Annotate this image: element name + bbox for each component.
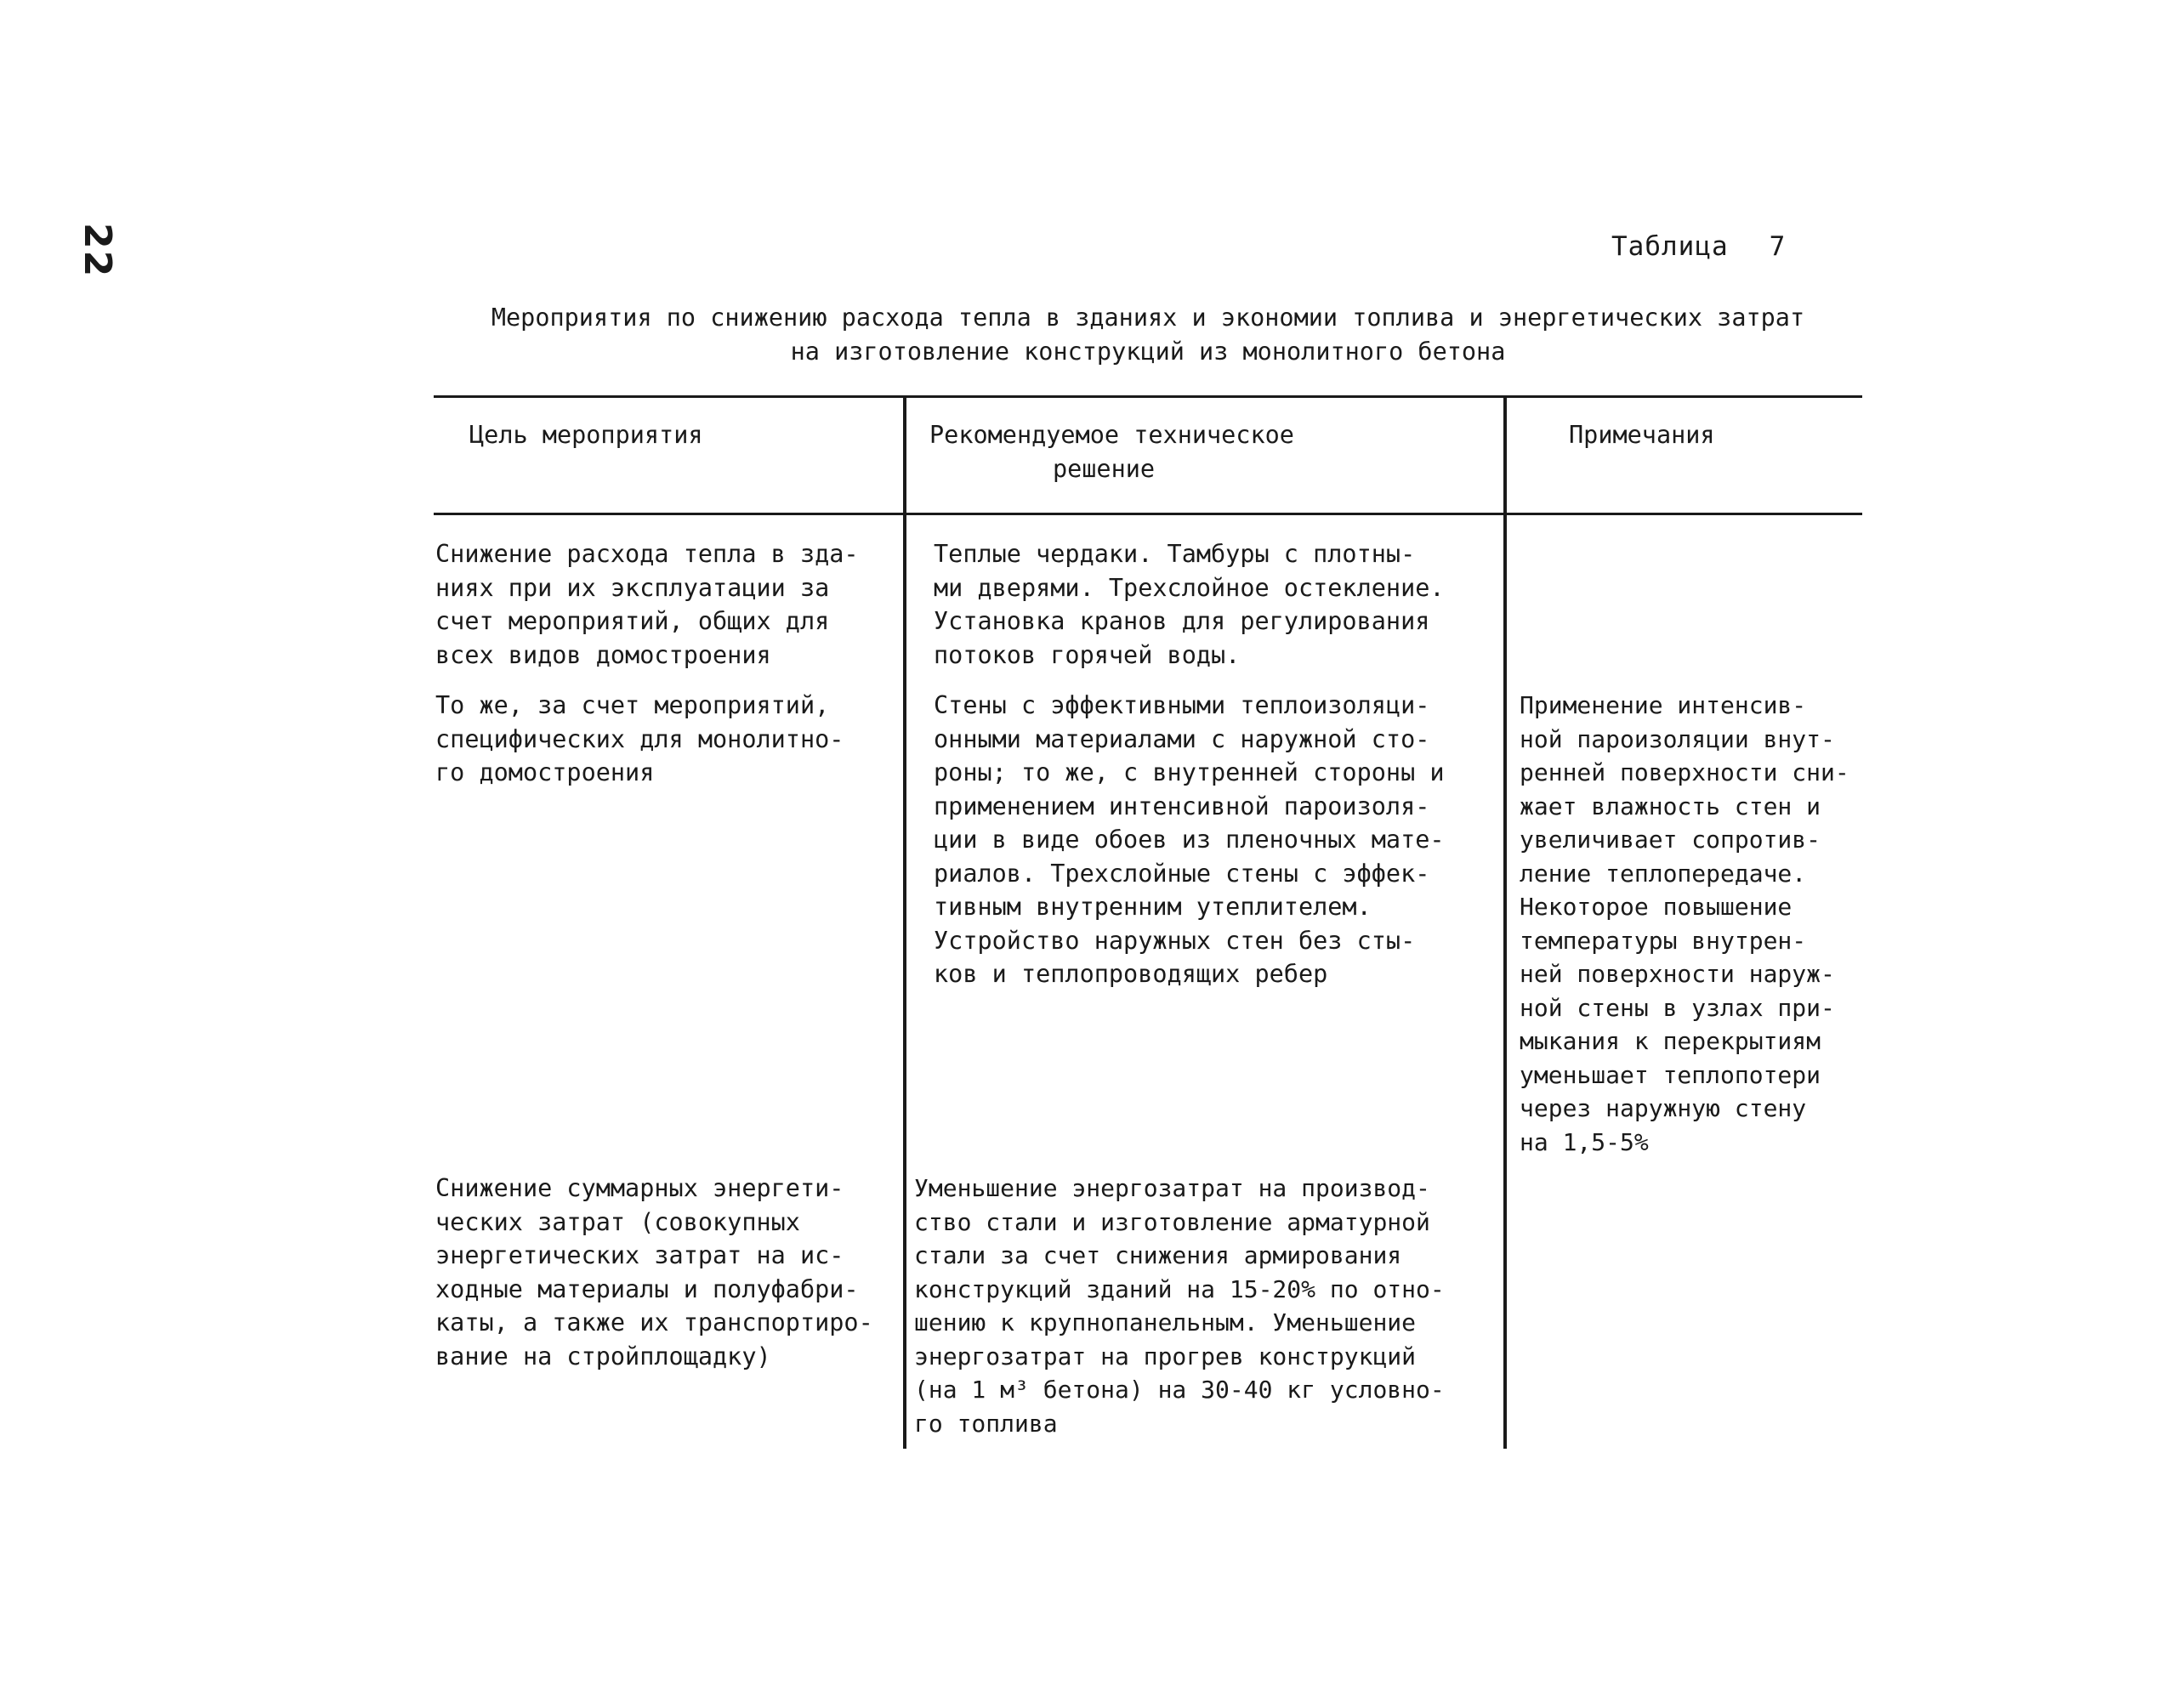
row-3-solution-line: энергозатрат на прогрев конструкций <box>914 1342 1417 1370</box>
header-solution-line-1: Рекомендуемое техническое <box>929 421 1294 449</box>
row-2-notes <box>1520 689 1860 1159</box>
row-3-goal-line: каты, а также их транспортиро- <box>435 1308 873 1336</box>
row-3-solution-line: стали за счет снижения армирования <box>914 1241 1402 1269</box>
row-2-notes-line: температуры внутрен- <box>1520 926 1807 955</box>
table-caption <box>434 301 1862 369</box>
table-label-number: 7 <box>1769 231 1787 262</box>
column-divider-2 <box>1503 398 1507 1449</box>
row-2-notes-line: уменьшает теплопотери <box>1520 1060 1821 1089</box>
row-3-goal-line: вание на стройплощадку) <box>435 1342 771 1370</box>
row-2-notes-line: через наружную стену <box>1520 1094 1807 1122</box>
row-2-solution-line: тивным внутренним утеплителем. <box>934 893 1372 921</box>
row-2-solution-line: ков и теплопроводящих ребер <box>934 960 1328 988</box>
row-2-solution-line: применением интенсивной пароизоля- <box>934 792 1430 820</box>
row-1-solution-line: Установка кранов для регулирования <box>934 607 1430 635</box>
row-3-goal-line: Снижение суммарных энергети- <box>435 1174 844 1202</box>
row-2-notes-line: на 1,5-5% <box>1520 1127 1649 1156</box>
row-1-goal-line: Снижение расхода тепла в зда- <box>435 540 859 568</box>
row-3-solution-line: конструкций зданий на 15-20% по отно- <box>914 1274 1445 1303</box>
header-bottom-rule <box>434 513 1862 515</box>
row-2-solution <box>934 689 1499 991</box>
row-2-solution-line: Устройство наружных стен без сты- <box>934 926 1416 955</box>
row-2-goal <box>435 689 899 790</box>
row-2-notes-line: Некоторое повышение <box>1520 893 1793 921</box>
row-2-goal-line: го домостроения <box>435 758 655 786</box>
row-1-goal-line: всех видов домостроения <box>435 640 771 669</box>
row-2-notes-line: ной пароизоляции внут- <box>1520 724 1835 753</box>
header-notes: Примечания <box>1569 421 1715 449</box>
row-2-solution-line: риалов. Трехслойные стены с эффек- <box>934 859 1430 888</box>
row-1-goal-line: счет мероприятий, общих для <box>435 607 830 635</box>
row-1-solution-line: ми дверями. Трехслойное остекление. <box>934 573 1445 602</box>
row-2-notes-line: жает влажность стен и <box>1520 792 1821 820</box>
table-label-word: Таблица <box>1611 231 1729 262</box>
column-divider-1 <box>903 398 906 1449</box>
row-3-solution-line: го топлива <box>914 1409 1058 1438</box>
row-2-solution-line: ции в виде обоев из пленочных мате- <box>934 826 1445 854</box>
row-2-goal-line: специфических для монолитно- <box>435 724 844 753</box>
row-2-notes-line: мыкания к перекрытиям <box>1520 1027 1821 1055</box>
row-3-goal <box>435 1172 899 1373</box>
row-2-notes-line: ней поверхности наруж- <box>1520 960 1835 988</box>
row-1-solution-line: Теплые чердаки. Тамбуры с плотны- <box>934 540 1416 568</box>
header-solution-line-2: решение <box>1052 455 1156 483</box>
row-3-solution-line: шению к крупнопанельным. Уменьшение <box>914 1308 1417 1336</box>
row-1-solution <box>934 537 1499 672</box>
header-solution <box>929 418 1294 486</box>
row-2-notes-line: ление теплопередаче. <box>1520 859 1807 888</box>
caption-line-1: Мероприятия по снижению расхода тепла в зданиях и экономии топлива и энергетических затрат <box>491 304 1805 332</box>
row-2-solution-line: Стены с эффективными теплоизоляци- <box>934 691 1430 719</box>
row-3-goal-line: ходные материалы и полуфабри- <box>435 1274 859 1303</box>
row-2-solution-line: роны; то же, с внутренней стороны и <box>934 758 1445 786</box>
row-2-notes-line: ной стены в узлах при- <box>1520 993 1835 1022</box>
page-number: 22 <box>76 223 119 279</box>
row-1-goal <box>435 537 899 672</box>
row-2-notes-line: Применение интенсив- <box>1520 691 1807 719</box>
table-top-rule <box>434 395 1862 398</box>
row-3-solution <box>914 1172 1501 1440</box>
row-3-solution-line: ство стали и изготовление арматурной <box>914 1207 1430 1236</box>
row-3-goal-line: ческих затрат (совокупных <box>435 1207 800 1236</box>
caption-line-2: на изготовление конструкций из монолитного бетона <box>790 338 1506 366</box>
row-2-goal-line: То же, за счет мероприятий, <box>435 691 830 719</box>
header-goal: Цель мероприятия <box>469 421 703 449</box>
row-2-notes-line: увеличивает сопротив- <box>1520 826 1821 854</box>
row-1-solution-line: потоков горячей воды. <box>934 640 1241 669</box>
row-1-goal-line: ниях при их эксплуатации за <box>435 573 830 602</box>
row-3-goal-line: энергетических затрат на ис- <box>435 1241 844 1269</box>
table-label <box>1611 231 1786 262</box>
row-2-solution-line: онными материалами с наружной сто- <box>934 724 1430 753</box>
row-3-solution-line: Уменьшение энергозатрат на производ- <box>914 1174 1430 1202</box>
row-3-solution-line: (на 1 м³ бетона) на 30-40 кг условно- <box>914 1376 1445 1404</box>
row-2-notes-line: ренней поверхности сни- <box>1520 758 1849 786</box>
